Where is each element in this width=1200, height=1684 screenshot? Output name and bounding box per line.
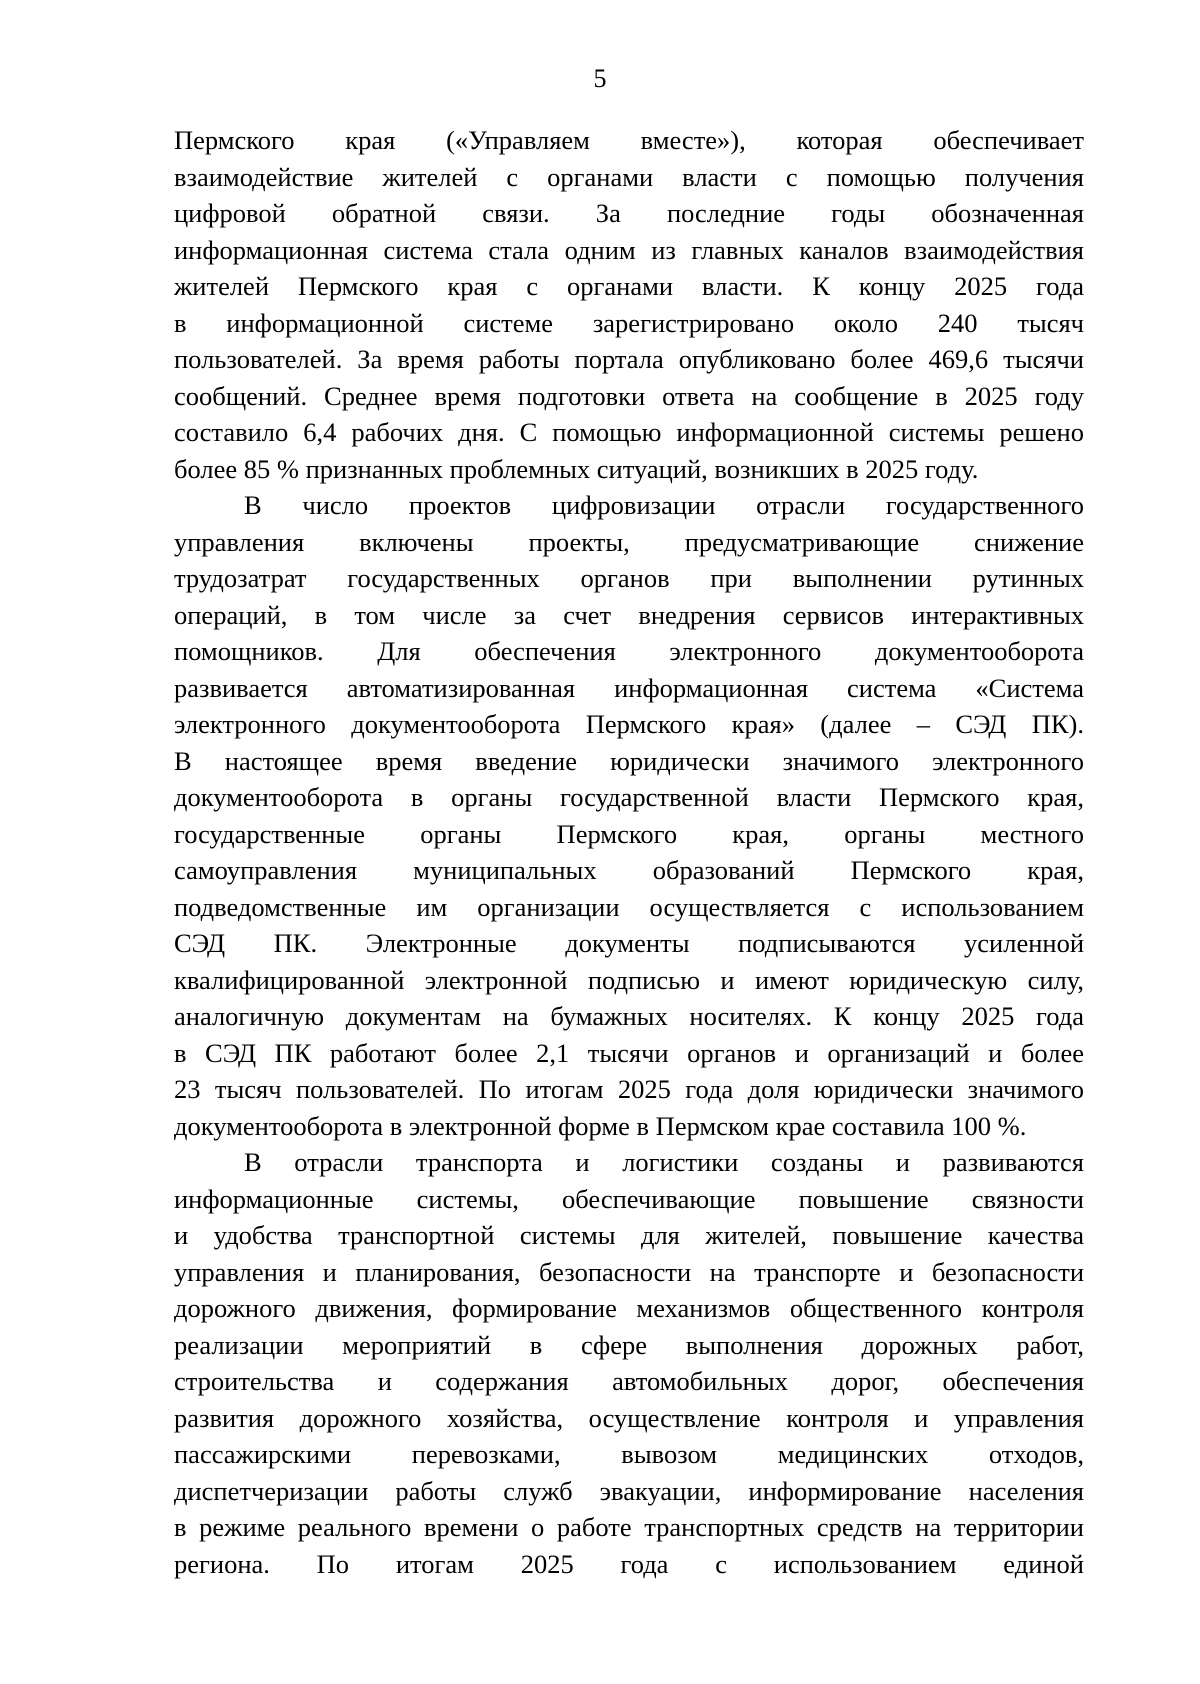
text-line: диспетчеризации работы служб эвакуации, информирование населения — [174, 1475, 1084, 1506]
text-line: самоуправления муниципальных образований Пермского края, — [174, 855, 1084, 885]
text-line: 23 тысяч пользователей. По итогам 2025 года доля юридически значимого — [174, 1074, 1084, 1104]
text-line: электронного документооборота Пермского края» (далее – СЭД ПК). — [174, 709, 1084, 739]
page-number: 5 — [593, 64, 607, 93]
text-line: управления и планирования, безопасности на транспорте и безопасности — [174, 1256, 1084, 1287]
text-line: В число проектов цифровизации отрасли государственного — [244, 490, 1084, 520]
text-line: дорожного движения, формирование механизмов общественного контроля — [174, 1293, 1084, 1323]
text-line: в СЭД ПК работают более 2,1 тысячи органов и организаций и более — [174, 1037, 1084, 1068]
text-line: сообщений. Среднее время подготовки ответа на сообщение в 2025 году — [174, 380, 1084, 411]
text-line: жителей Пермского края с органами власти. К концу 2025 года — [174, 271, 1084, 301]
text-line: Пермского края («Управляем вместе»), которая обеспечивает — [174, 125, 1084, 155]
text-line: помощников. Для обеспечения электронного документооборота — [174, 636, 1084, 666]
text-line: документооборота в органы государственной власти Пермского края, — [174, 782, 1084, 812]
text-line: квалифицированной электронной подписью и имеют юридическую силу, — [174, 964, 1084, 995]
text-line: и удобства транспортной системы для жителей, повышение качества — [174, 1220, 1084, 1250]
text-line: документооборота в электронной форме в Пермском крае составила 100 %. — [174, 1110, 1027, 1141]
text-line: информационные системы, обеспечивающие повышение связности — [174, 1183, 1084, 1214]
text-line: взаимодействие жителей с органами власти с помощью получения — [174, 161, 1084, 192]
body-text — [174, 122, 1084, 1582]
text-line: трудозатрат государственных органов при выполнении рутинных — [174, 563, 1084, 593]
text-line: В отрасли транспорта и логистики созданы и развиваются — [244, 1147, 1084, 1177]
text-line: пассажирскими перевозками, вывозом медицинских отходов, — [174, 1439, 1084, 1469]
text-line: подведомственные им организации осуществляется с использованием — [174, 891, 1084, 922]
text-line: региона. По итогам 2025 года с использованием единой — [174, 1548, 1084, 1579]
text-line: управления включены проекты, предусматривающие снижение — [174, 526, 1084, 557]
text-line: более 85 % признанных проблемных ситуаций, возникших в 2025 году. — [174, 453, 979, 484]
text-line: государственные органы Пермского края, органы местного — [174, 818, 1084, 849]
text-line: цифровой обратной связи. За последние годы обозначенная — [174, 198, 1084, 228]
text-line: СЭД ПК. Электронные документы подписываются усиленной — [174, 928, 1084, 958]
text-line: развивается автоматизированная информационная система «Система — [174, 672, 1084, 703]
text-line: информационная система стала одним из главных каналов взаимодействия — [174, 234, 1084, 265]
text-line: строительства и содержания автомобильных дорог, обеспечения — [174, 1366, 1084, 1396]
text-line: аналогичную документам на бумажных носителях. К концу 2025 года — [174, 1001, 1084, 1031]
text-line: в информационной системе зарегистрировано около 240 тысяч — [174, 307, 1084, 338]
text-line: развития дорожного хозяйства, осуществление контроля и управления — [174, 1402, 1084, 1433]
text-line: в режиме реального времени о работе транспортных средств на территории — [174, 1512, 1084, 1542]
text-line: В настоящее время введение юридически значимого электронного — [174, 745, 1084, 776]
text-line: пользователей. За время работы портала опубликовано более 469,6 тысячи — [174, 344, 1084, 374]
text-line: реализации мероприятий в сфере выполнения дорожных работ, — [174, 1329, 1084, 1360]
text-line: составило 6,4 рабочих дня. С помощью информационной системы решено — [174, 417, 1084, 447]
text-line: операций, в том числе за счет внедрения сервисов интерактивных — [174, 599, 1084, 630]
